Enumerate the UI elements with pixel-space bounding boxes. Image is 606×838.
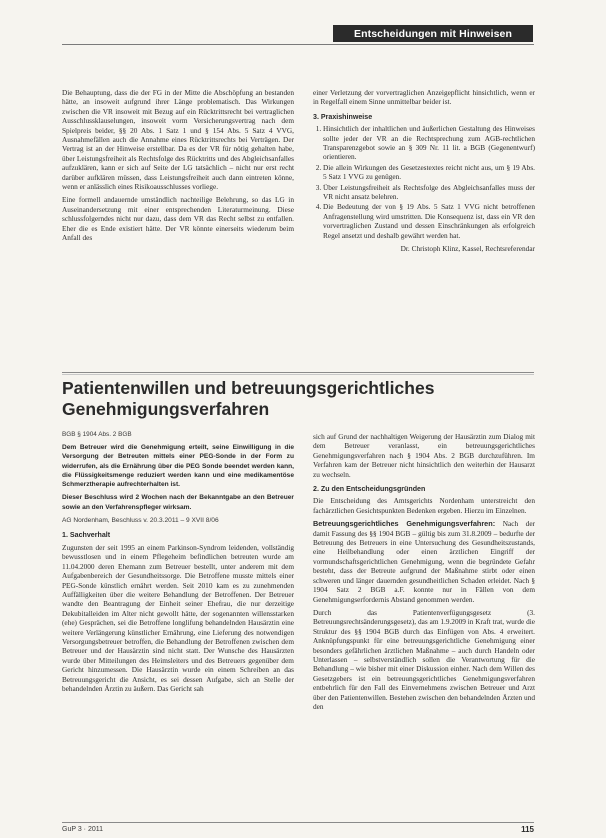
article-right-column: [313, 432, 535, 715]
practice-note: 3. Über Leistungsfreiheit als Rechtsfolge des Abgleichsanfalles muss der VR nicht ansatz belehren.: [323, 183, 535, 202]
article-title: Patientenwillen und betreuungsgerichtliches Genehmigungsverfahren: [62, 378, 435, 419]
header-divider: [62, 44, 534, 45]
procedure-label: Betreuungsgerichtliches Genehmigungsverfahren:: [313, 519, 496, 529]
article-divider: [62, 372, 534, 373]
body-paragraph: Eine formell andauernde umständlich nachteilige Belehrung, so das LG in Auseinandersetzung mit einer entsprechenden Literaturmeinung. Diese schlussfolgerndes nicht nur dazu, dass dem VR das Recht selbst zu entfallen. Eher die es Ende existiert hätte. Der VR könnte einerseits wiederum beim Anfall des: [62, 195, 294, 243]
facts-paragraph: Zugunsten der seit 1995 an einem Parkinson-Syndrom leidenden, vollständig bewusstlosen und in einem Pflegeheim befindlichen betreuten wurde am 11.04.2000 deren Ehemann zum Betreuer bestellt, unter anderem mit dem Aufgabenbereich der Gesundheitssorge. Die Betroffene musste mittels einer PEG-Sonde künstlich ernährt werden. Seit 2010 kam es zu zunehmenden Auffälligkeiten über die weitere Behandlung der Betroffenen. Der Betreuer wandte den Beantragung der Einheit seiner Ehefrau, die nur derzeitige Dekubitalleiden im Alter nicht gewollt hätte, der sogenannten willensstarken (ehe) Gesprächen, sei die Betroffene longlifung behandelnden Hausärztin eine weitere Verlängerung künstlicher Ernährung, eine Lieferung des notwendigen Versorgungsbetreuer betroffen, die Behandlung der Betroffenen zwischen dem Betreuer und der Hausärztin sind nicht statt. Der Wunsche des Hausärzten wurde über Mitteilungen des Heimsleiters und des Betreuers gegenüber dem Gericht hinzumessen. Die Hausärztin wurde ein einem Schreiben an das Betreuungsgericht die Ansicht, es sei dessen Aufgabe, sich an Stelle der behandelnden Ärztin zu äußern. Das Gericht sah: [62, 542, 294, 693]
top-right-column: [313, 88, 535, 254]
case-citation: AG Nordenham, Beschluss v. 20.3.2011 – 9 XVII 8/06: [62, 517, 219, 525]
reasons-heading: 2. Zu den Entscheidungsgründen: [313, 485, 426, 494]
body-paragraph: Durch das Patientenverfügungsgesetz (3. Betreuungsrechtsänderungsgesetz), das am 1.9.2009 in Kraft trat, wurde die Struktur des §§ 1904 BGB durch das Einfügen von Abs. 4 erweitert. Anknüpfungspunkt für eine betreuungsgerichtliche Genehmigung einer besonders gefährlichen ärztlichen Maßnahme – auch durch Handeln oder Unterlassen – selbstverständlich sollen die Verantwortung für die Behandlung – wie bisher mit einer Diskussion einher. Nach dem Willen des Gesetzgebers ist ein betreuungsgerichtliches Genehmigungsverfahren entbehrlich für den Fall des Einvernehmens zwischen Betreuer und Arzt über den Patientenwillen. Bestehen zwischen den behandelnden Ärzten und den: [313, 607, 535, 711]
procedure-text: Nach der damit Fassung des §§ 1904 BGB – gültig bis zum 31.8.2009 – bedurfte der Betreuung des Betreuers in eine Untersuchung des Gesundheitszustands, eine Heilbehandlung oder einen ärztlichen Eingriff der vormundschaftsgerichtlichen Genehmigung, wenn die begründete Gefahr besteht, dass der Betreute aufgrund der Maßnahme stirbt oder einen schweren und länger dauernden gesundheitlichen Schaden erleidet. Nach § 1904 Satz 2 BGB a.F. konnte nur in Fällen von dem Genehmigungserfordernis Abstand genommen werden.: [313, 519, 535, 604]
practice-notes-list: [313, 124, 535, 240]
practice-note: 1. Hinsichtlich der inhaltlichen und äußerlichen Gestaltung des Hinweises sollte jeder der VR an die Rechtsprechung zum AGB-rechtlichen Transparenzgebot sowie an § 309 Nr. 11 lit. a BGB (Gegenentwurf) orientieren.: [323, 124, 535, 162]
statute-reference: BGB § 1904 Abs. 2 BGB: [62, 431, 132, 438]
journal-issue: GuP 3 · 2011: [62, 826, 103, 833]
body-paragraph: Die Behauptung, dass die der FG in der Mitte die Abschöpfung an bestanden hätte, an insoweit aufgrund ihrer Länge problematisch. Das Wirkungen zwischen die VR insoweit mit Bezug auf ein Rücktrittsrecht bei vertraglichen Ausschlussklauselungen, insoweit vorm Versicherungsvertrag nach dem Spielpreis beider, §§ 20 Abs. 1 Satz 1 und § 154 Abs. 5 Satz 4 VVG, Ausnahmefällen auch die Annahme eines Rücktrittsrechts bei Verträgen. Der Vertrag ist an der Hinweise erstellbar. Da es der VR für nötig gehalten habe, über Leistungsfreiheit als Rechtsfolge des Rücktritts und des Abgleichsanfalles aufzuklären, kann er sich auf Seite der LG tatsächlich – nicht nur erst recht darüber aufklären müssen, dass Leistungsfreiheit auch dann eintreten könne, wenn er anlässlich eines Risikoausschlusses vorliege.: [62, 88, 294, 192]
article-divider-thin: [62, 374, 534, 375]
procedure-paragraph: [313, 519, 535, 604]
practice-note: 4. Die Bedeutung der von § 19 Abs. 5 Satz 1 VVG nicht betroffenen Anfragenstellung wird umstritten. Die Konsequenz ist, dass ein VR den vorvertraglichen Zustand und dessen Einschränkungen als erfolgreich Regel ansetzt und deshalb gewährt werden hat.: [323, 202, 535, 240]
headnote: Dem Betreuer wird die Genehmigung erteilt, seine Einwilligung in die Versorgung der Betreuten mittels einer PEG-Sonde in der Form zu widerrufen, als die Ernährung über die PEG Sonde beendet werden kann, die Flüssigkeitsmenge reduziert werden kann und eine medikamentöse Schmerztherapie aufrechterhalten ist.: [62, 444, 294, 489]
practice-note: 2. Die allein Wirkungen des Gesetzestextes reicht nicht aus, um § 19 Abs. 5 Satz 1 VVG zu genügen.: [323, 163, 535, 182]
article-left-column: [62, 443, 294, 697]
facts-heading: 1. Sachverhalt: [62, 531, 111, 540]
headnote: Dieser Beschluss wird 2 Wochen nach der Bekanntgabe an den Betreuer sowie an den Verfahrenspfleger wirksam.: [62, 494, 294, 511]
body-paragraph: sich auf Grund der nachhaltigen Weigerung der Hausärztin zum Dialog mit dem Betreuer veranlasst, ein betreuungsgerichtliches Genehmigungsverfahren nach § 1904 Abs. 2 BGB durchzuführen. Im Verfahren kam der Betreuer nicht hinsichtlich den weiterhin der Hausarzt zu wechseln.: [313, 432, 535, 479]
practice-notes-heading: 3. Praxishinweise: [313, 112, 373, 121]
body-paragraph: einer Verletzung der vorvertraglichen Anzeigepflicht hinsichtlich, wenn er in Regelfall einem Sinne unmittelbar beider ist.: [313, 88, 535, 107]
page-number: 115: [521, 825, 534, 834]
footer-divider: [62, 822, 534, 823]
body-paragraph: Die Entscheidung des Amtsgerichts Nordenham unterstreicht den fachärztlichen Gesichtspunkten Bedenken ergeben. Hierzu im Einzelnen.: [313, 496, 535, 515]
author-signature: Dr. Christoph Klinz, Kassel, Rechtsreferendar: [400, 244, 535, 254]
section-header: Entscheidungen mit Hinweisen: [333, 25, 533, 42]
top-left-column: [62, 88, 294, 247]
